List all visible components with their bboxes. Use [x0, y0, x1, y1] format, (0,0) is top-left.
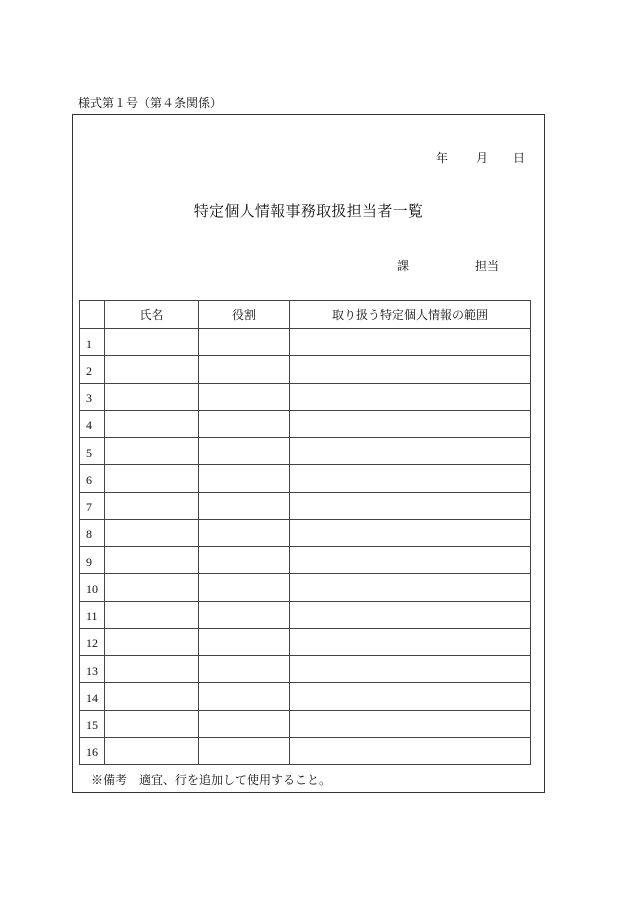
form-number: 様式第１号（第４条関係） [78, 96, 223, 110]
table-row [80, 710, 531, 737]
role-cell [199, 547, 290, 574]
header-scope: 取り扱う特定個人情報の範囲 [290, 301, 531, 329]
table-row [80, 329, 531, 356]
name-cell [105, 383, 199, 410]
name-cell [105, 656, 199, 683]
name-cell [105, 601, 199, 628]
role-cell [199, 574, 290, 601]
role-cell [199, 383, 290, 410]
table-row [80, 574, 531, 601]
row-number-cell: 11 [80, 601, 105, 628]
header-name: 氏名 [105, 301, 199, 329]
scope-cell [290, 656, 531, 683]
remarks-note: ※備考 適宜、行を追加して使用すること。 [91, 773, 332, 787]
row-number-cell: 9 [80, 547, 105, 574]
role-cell [199, 410, 290, 437]
role-cell [199, 492, 290, 519]
department-label: 課 [397, 259, 410, 273]
table-row [80, 547, 531, 574]
name-cell [105, 574, 199, 601]
table-row [80, 601, 531, 628]
row-number-cell: 1 [80, 329, 105, 356]
row-number-cell: 2 [80, 356, 105, 383]
scope-cell [290, 383, 531, 410]
name-cell [105, 628, 199, 655]
role-cell [199, 465, 290, 492]
name-cell [105, 519, 199, 546]
role-cell [199, 683, 290, 710]
table-row [80, 383, 531, 410]
name-cell [105, 438, 199, 465]
date-year-label: 年 [436, 151, 449, 165]
row-number-cell: 12 [80, 628, 105, 655]
row-number-cell: 3 [80, 383, 105, 410]
scope-cell [290, 547, 531, 574]
table-row [80, 465, 531, 492]
scope-cell [290, 465, 531, 492]
table-row [80, 519, 531, 546]
table-header-row [80, 301, 531, 329]
role-cell [199, 438, 290, 465]
document-title: 特定個人情報事務取扱担当者一覧 [193, 204, 424, 220]
row-number-cell: 16 [80, 737, 105, 764]
row-number-cell: 15 [80, 710, 105, 737]
role-cell [199, 601, 290, 628]
name-cell [105, 410, 199, 437]
scope-cell [290, 628, 531, 655]
table-row [80, 683, 531, 710]
role-cell [199, 329, 290, 356]
scope-cell [290, 683, 531, 710]
role-cell [199, 710, 290, 737]
name-cell [105, 492, 199, 519]
name-cell [105, 710, 199, 737]
name-cell [105, 547, 199, 574]
scope-cell [290, 356, 531, 383]
row-number-cell: 13 [80, 656, 105, 683]
scope-cell [290, 492, 531, 519]
row-number-cell: 10 [80, 574, 105, 601]
table-row [80, 410, 531, 437]
row-number-cell: 14 [80, 683, 105, 710]
scope-cell [290, 329, 531, 356]
header-number [80, 301, 105, 329]
role-cell [199, 356, 290, 383]
row-number-cell: 8 [80, 519, 105, 546]
row-number-cell: 4 [80, 410, 105, 437]
table-row [80, 656, 531, 683]
role-cell [199, 519, 290, 546]
person-in-charge-label: 担当 [475, 259, 500, 273]
row-number-cell: 7 [80, 492, 105, 519]
scope-cell [290, 601, 531, 628]
row-number-cell: 5 [80, 438, 105, 465]
role-cell [199, 737, 290, 764]
scope-cell [290, 519, 531, 546]
table-body [80, 329, 531, 765]
staff-table [79, 300, 531, 765]
row-number-cell: 6 [80, 465, 105, 492]
name-cell [105, 356, 199, 383]
name-cell [105, 465, 199, 492]
table-row [80, 356, 531, 383]
name-cell [105, 329, 199, 356]
scope-cell [290, 737, 531, 764]
scope-cell [290, 410, 531, 437]
name-cell [105, 737, 199, 764]
header-role: 役割 [199, 301, 290, 329]
scope-cell [290, 574, 531, 601]
table-row [80, 438, 531, 465]
date-month-label: 月 [476, 151, 489, 165]
table-row [80, 492, 531, 519]
table-row [80, 737, 531, 764]
scope-cell [290, 438, 531, 465]
scope-cell [290, 710, 531, 737]
name-cell [105, 683, 199, 710]
role-cell [199, 656, 290, 683]
role-cell [199, 628, 290, 655]
table-row [80, 628, 531, 655]
date-day-label: 日 [513, 151, 526, 165]
